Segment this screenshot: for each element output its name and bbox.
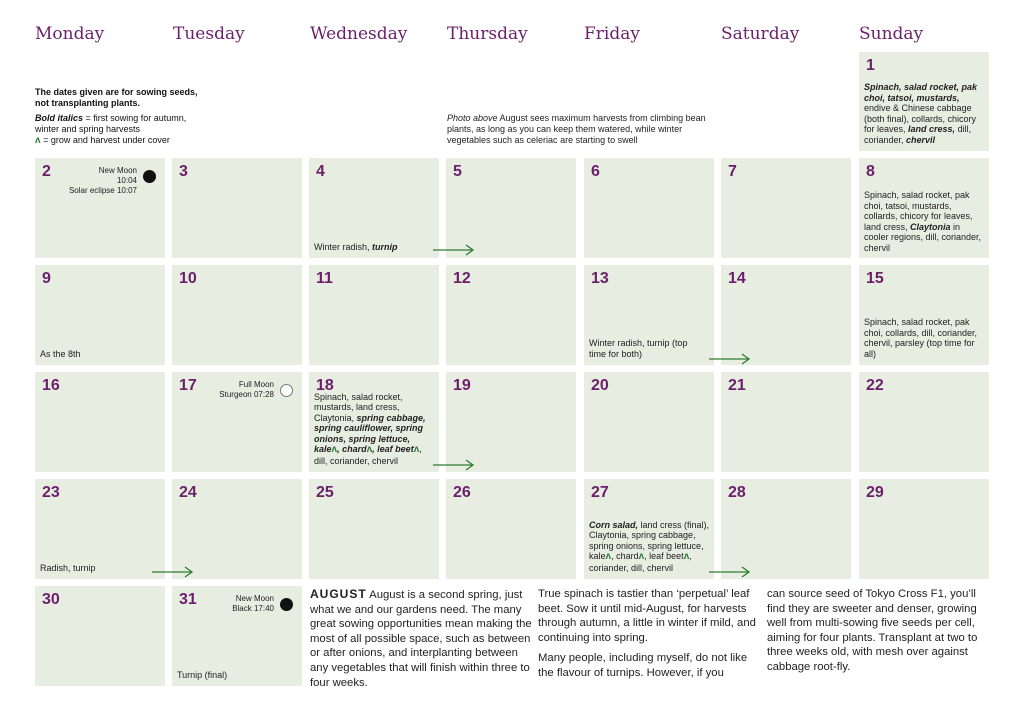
day-cell-31[interactable] (172, 586, 302, 686)
day-cell-10[interactable] (172, 265, 302, 365)
day-header-tuesday: Tuesday (173, 24, 245, 44)
day-cell-7[interactable] (721, 158, 851, 258)
day-number: 22 (866, 377, 884, 394)
day-number: 21 (728, 377, 746, 394)
day-note: Spinach, salad rocket, pak choi, collards, dill, coriander, chervil, parsley (top time for all) (864, 317, 978, 359)
cover-icon: ʌ (331, 444, 338, 455)
day-number: 28 (728, 484, 746, 501)
day-cell-28[interactable] (721, 479, 851, 579)
day-number: 6 (591, 163, 600, 180)
day-header-friday: Friday (584, 24, 640, 44)
intro-line1: The dates given are for sowing seeds, (35, 87, 198, 97)
arrow-right-icon (433, 459, 475, 471)
day-note: Turnip (final) (177, 669, 228, 680)
day-cell-11[interactable] (309, 265, 439, 365)
day-number: 25 (316, 484, 334, 501)
day-number: 19 (453, 377, 471, 394)
day-number: 16 (42, 377, 60, 394)
moon-info: New Moon Black 17:40 (232, 594, 274, 613)
article-col-2: True spinach is tastier than ‘perpetual’ leaf beet. Sow it until mid-August, for harvests through autumn, a little in winter if mild, and continuing into spring. Many people, including myself, do not like the flavour of turnips. However, if you (538, 588, 756, 679)
day-number: 14 (728, 270, 746, 287)
day-cell-13[interactable] (584, 265, 714, 365)
intro-key-symbol: ʌ = grow and harvest under cover (35, 135, 170, 146)
moon-info: Full Moon Sturgeon 07:28 (219, 380, 274, 399)
day-cell-12[interactable] (446, 265, 576, 365)
day-header-sunday: Sunday (859, 24, 924, 44)
day-cell-5[interactable] (446, 158, 576, 258)
day-number: 24 (179, 484, 197, 501)
day-cell-18[interactable] (309, 372, 439, 472)
new-moon-icon (143, 170, 156, 183)
cover-icon: ʌ (35, 135, 41, 146)
photo-caption: Photo above August sees maximum harvests from climbing bean plants, as long as you can keep them watered, while winter vegetables such as celeriac are starting to swell (447, 113, 706, 145)
day-number: 9 (42, 270, 51, 287)
cover-icon: ʌ (413, 444, 420, 455)
day-note: As the 8th (40, 348, 81, 359)
day-number: 31 (179, 591, 197, 608)
article-col-3: can source seed of Tokyo Cross F1, you’ll find they are sweeter and denser, growing well from multi-sowing five seeds per cell, aiming for four plants. Transplant at two to three weeks old, with mesh over against cabbage root-fly. (767, 588, 978, 673)
day-number: 18 (316, 377, 334, 394)
cover-icon: ʌ (605, 551, 612, 562)
day-cell-6[interactable] (584, 158, 714, 258)
day-number: 29 (866, 484, 884, 501)
day-cell-8[interactable] (859, 158, 989, 258)
day-note: Spinach, salad rocket, mustards, land cress, Claytonia, spring cabbage, spring cauliflower, spring onions, spring lettuce, kaleʌ, chardʌ, leaf beetʌ, dill, coriander, chervil (314, 391, 426, 466)
day-number: 1 (866, 57, 875, 74)
arrow-right-icon (709, 353, 751, 365)
day-number: 4 (316, 163, 325, 180)
day-number: 13 (591, 270, 609, 287)
day-number: 11 (316, 270, 333, 287)
cover-icon: ʌ (638, 551, 645, 562)
arrow-right-icon (152, 566, 194, 578)
intro-line2: not transplanting plants. (35, 98, 140, 108)
day-number: 12 (453, 270, 471, 287)
day-cell-9[interactable] (35, 265, 165, 365)
day-number: 8 (866, 163, 875, 180)
day-cell-29[interactable] (859, 479, 989, 579)
day-cell-3[interactable] (172, 158, 302, 258)
day-cell-26[interactable] (446, 479, 576, 579)
intro-key-bold: Bold italics = first sowing for autumn, (35, 113, 187, 123)
article-col-1: AUGUST August is a second spring, just what we and our gardens need. The many great sowing opportunities mean making the most of all possible space, such as between or after onions, and interplanting between any vegetables that will finish within three to four weeks. (310, 587, 532, 689)
day-number: 17 (179, 377, 197, 394)
day-header-thursday: Thursday (447, 24, 528, 44)
arrow-right-icon (433, 244, 475, 256)
day-cell-21[interactable] (721, 372, 851, 472)
day-number: 2 (42, 163, 51, 180)
day-note: Spinach, salad rocket, pak choi, tatsoi, mustards, endive & Chinese cabbage (both final), collards, chicory for leaves, land cress, dill, coriander, chervil (864, 82, 978, 145)
day-number: 3 (179, 163, 188, 180)
day-note: Radish, turnip (40, 562, 96, 573)
day-cell-19[interactable] (446, 372, 576, 472)
day-cell-2[interactable] (35, 158, 165, 258)
day-cell-17[interactable] (172, 372, 302, 472)
day-number: 5 (453, 163, 462, 180)
day-cell-27[interactable] (584, 479, 714, 579)
new-moon-icon (280, 598, 293, 611)
day-number: 26 (453, 484, 471, 501)
cover-icon: ʌ (366, 444, 373, 455)
day-cell-25[interactable] (309, 479, 439, 579)
day-note: Winter radish, turnip (314, 241, 398, 252)
day-number: 20 (591, 377, 609, 394)
day-header-saturday: Saturday (721, 24, 800, 44)
day-number: 7 (728, 163, 737, 180)
day-cell-1[interactable] (859, 52, 989, 151)
article-heading: AUGUST (310, 587, 367, 601)
day-cell-16[interactable] (35, 372, 165, 472)
day-number: 30 (42, 591, 60, 608)
intro-key (35, 87, 235, 146)
full-moon-icon (280, 384, 293, 397)
moon-info: New Moon 10:04 Solar eclipse 10:07 (68, 166, 137, 195)
day-number: 10 (179, 270, 197, 287)
day-cell-30[interactable] (35, 586, 165, 686)
day-number: 23 (42, 484, 60, 501)
arrow-right-icon (709, 566, 751, 578)
day-note: Spinach, salad rocket, pak choi, tatsoi, mustards, collards, chicory for leaves, land cress, Claytonia in cooler regions, dill, coriander, chervil (864, 190, 982, 253)
day-number: 15 (866, 270, 884, 287)
day-cell-4[interactable] (309, 158, 439, 258)
day-cell-24[interactable] (172, 479, 302, 579)
day-note: Corn salad, land cress (final), Claytonia, spring cabbage, spring onions, spring lettuce, kaleʌ, chardʌ, leaf beetʌ, coriander, dill, chervil (589, 519, 710, 573)
day-number: 27 (591, 484, 609, 501)
day-cell-20[interactable] (584, 372, 714, 472)
day-header-wednesday: Wednesday (310, 24, 408, 44)
day-cell-23[interactable] (35, 479, 165, 579)
cover-icon: ʌ (683, 551, 690, 562)
day-cell-14[interactable] (721, 265, 851, 365)
intro-key-bold-line2: winter and spring harvests (35, 124, 141, 134)
day-header-monday: Monday (35, 24, 105, 44)
day-cell-22[interactable] (859, 372, 989, 472)
day-note: Winter radish, turnip (top time for both) (589, 338, 688, 359)
day-cell-15[interactable] (859, 265, 989, 365)
